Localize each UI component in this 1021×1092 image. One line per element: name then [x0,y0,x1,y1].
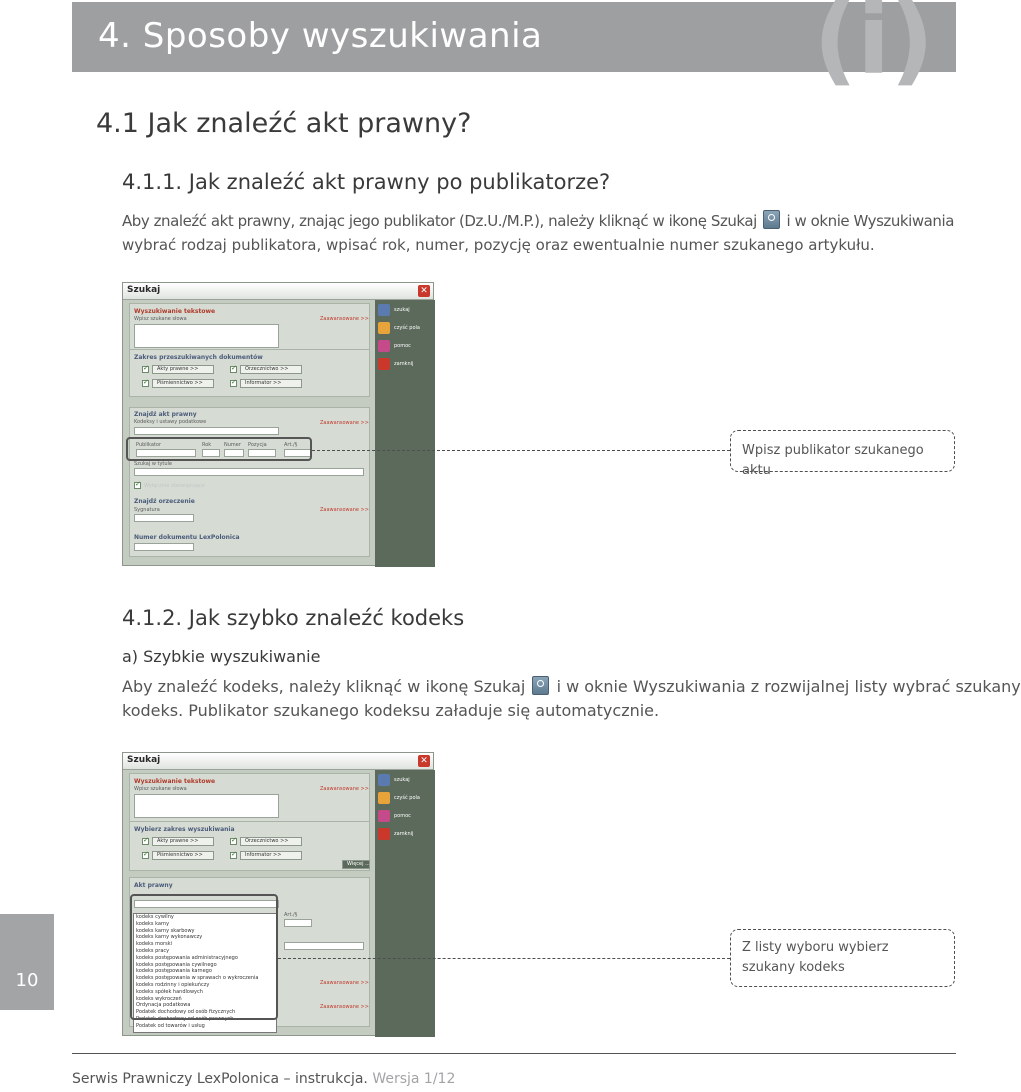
search-words-input[interactable] [134,324,279,348]
search-window-screenshot [122,282,434,566]
column-label: Art./§ [284,442,298,448]
literature-button[interactable]: Piśmiennictwo >> [152,851,214,860]
rulings-button[interactable]: Orzecznictwo >> [240,837,302,846]
footer-divider [72,1053,956,1054]
field-label: Sygnatura [134,507,160,513]
callout-line: Z listy wyboru wybierz [742,940,889,955]
code-option[interactable]: kodeks wykroczeń [136,995,182,1002]
eraser-icon [378,322,390,334]
text-input[interactable] [284,942,364,950]
codes-list-highlight [130,894,278,1020]
code-option[interactable]: kodeks spółek handlowych [136,988,203,995]
subsection-heading-publisher: 4.1.1. Jak znaleźć akt prawny po publikatorze? [122,170,611,194]
info-logo-icon: (i) [813,0,934,96]
footer [72,1071,455,1087]
signature-input[interactable] [134,514,194,522]
column-label: Numer [224,442,241,448]
advanced-link[interactable]: Zaawansowane >> [320,1004,369,1010]
page-number-box [0,914,54,1010]
code-option[interactable]: kodeks karny [136,920,170,927]
callout-connector [278,958,730,959]
informator-button[interactable]: Informator >> [240,851,302,860]
instruction-text: Aby znaleźć kodeks, należy kliknąć w ikonę Szukaj [122,677,526,696]
eraser-icon [378,792,390,804]
close-icon [378,828,390,840]
code-option[interactable]: kodeks morski [136,941,172,948]
checkbox[interactable] [230,380,237,387]
panel-title: Wyszukiwanie tekstowe [134,778,216,785]
scope-panel [129,349,370,397]
code-option[interactable]: kodeks postępowania w sprawach o wykroczenia [136,975,259,982]
close-icon[interactable]: ✕ [418,285,430,297]
window-titlebar [123,283,433,300]
code-option[interactable]: Podatek dochodowy od osób fizycznych [136,1009,236,1016]
search-icon [532,676,549,695]
checkbox[interactable] [142,380,149,387]
code-option[interactable]: kodeks rodzinny i opiekuńczy [136,981,210,988]
code-option[interactable]: kodeks postępowania administracyjnego [136,954,238,961]
code-option[interactable]: kodeks karny skarbowy [136,927,195,934]
code-option[interactable]: kodeks pracy [136,947,170,954]
callout-connector [312,450,730,451]
checkbox[interactable] [230,852,237,859]
acts-button[interactable]: Akty prawne >> [152,365,214,374]
column-label: Publikator [136,442,161,448]
header-bar [72,0,956,96]
codes-select[interactable] [134,427,279,435]
article-input[interactable] [284,919,312,927]
instruction-line: kodeks. Publikator szukanego kodeksu załaduje się automatycznie. [122,701,660,720]
code-option[interactable]: Podatek od towarów i usług [136,1022,205,1029]
side-toolbar [375,300,435,567]
code-option[interactable]: kodeks postępowania cywilnego [136,961,217,968]
close-icon [378,358,390,370]
column-label: Art./§ [284,912,298,918]
page-number: 10 [15,970,39,991]
checkbox[interactable] [230,838,237,845]
column-label: Pozycja [248,442,267,448]
instruction-text: Aby znaleźć akt prawny, znając jego publikator (Dz.U./M.P.), należy kliknąć w ikonę Szukaj [122,212,757,230]
window-title: Szukaj [127,285,161,295]
code-option[interactable]: Ordynacja podatkowa [136,1002,191,1009]
help-icon [378,810,390,822]
informator-button[interactable]: Informator >> [240,379,302,388]
code-option[interactable]: kodeks cywilny [136,914,174,920]
title-input[interactable] [134,468,364,476]
checkbox[interactable] [142,366,149,373]
field-label: Wpisz szukane słowa [134,316,187,322]
field-label: Wpisz szukane słowa [134,786,187,792]
window-title: Szukaj [127,755,161,765]
code-option[interactable]: kodeks karny wykonawczy [136,934,203,941]
advanced-link[interactable]: Zaawansowane >> [320,980,369,986]
panel-title: Akt prawny [134,882,173,889]
in-force-label: Wyłącznie obowiązujące [144,483,205,489]
acts-button[interactable]: Akty prawne >> [152,837,214,846]
search-icon [378,774,390,786]
checkbox[interactable] [230,366,237,373]
checkbox[interactable] [142,838,149,845]
panel-title: Wyszukiwanie tekstowe [134,308,216,315]
panel-title: Zakres przeszukiwanych dokumentów [134,354,263,361]
help-icon [378,340,390,352]
panel-title: Znajdź akt prawny [134,411,197,418]
panel-title: Numer dokumentu LexPolonica [134,534,240,541]
rulings-button[interactable]: Orzecznictwo >> [240,365,302,374]
footer-version: Wersja 1/12 [372,1071,456,1087]
code-option[interactable]: kodeks postępowania karnego [136,968,212,975]
instruction-text: i w oknie Wyszukiwania z rozwijalnej listy wybrać szukany [556,677,1021,696]
checkbox[interactable] [142,852,149,859]
quick-search-heading: a) Szybkie wyszukiwanie [122,647,321,666]
scope-panel [129,821,370,871]
search-icon [763,210,780,229]
advanced-link[interactable]: Zaawansowane >> [320,316,369,322]
callout-codes [730,929,955,987]
find-act-panel [129,407,370,557]
advanced-link[interactable]: Zaawansowane >> [320,420,369,426]
checkbox[interactable] [134,482,141,489]
side-toolbar [375,770,435,1037]
side-clear[interactable]: czyść pola [378,792,428,806]
section-heading: 4.1 Jak znaleźć akt prawny? [96,108,472,139]
window-titlebar [123,753,433,770]
callout-publisher: Wpisz publikator szukanego aktu [730,430,955,472]
literature-button[interactable]: Piśmiennictwo >> [152,379,214,388]
panel-title: Wybierz zakres wyszukiwania [134,826,235,833]
side-clear[interactable]: czyść pola [378,322,428,336]
close-icon[interactable]: ✕ [418,755,430,767]
column-label: Rok [202,442,212,448]
text-search-panel [129,773,370,823]
advanced-link[interactable]: Zaawansowane >> [320,786,369,792]
search-icon [378,304,390,316]
side-search[interactable]: szukaj [378,304,428,318]
advanced-link[interactable]: Zaawansowane >> [320,507,369,513]
side-help[interactable]: pomoc [378,340,428,354]
subsection-heading-codes: 4.1.2. Jak szybko znaleźć kodeks [122,606,465,630]
search-words-input[interactable] [134,794,279,818]
footer-text: Serwis Prawniczy LexPolonica – instrukcja. [72,1071,368,1087]
panel-title: Znajdź orzeczenie [134,498,195,505]
field-label: Szukaj w tytule [134,461,173,467]
code-option[interactable]: Podatek dochodowy od osób prawnych [136,1015,234,1022]
doc-number-input[interactable] [134,543,194,551]
field-label: Kodeksy i ustawy podatkowe [134,419,207,425]
more-button[interactable]: Więcej ... [342,860,370,869]
callout-line: szukany kodeks [742,960,845,975]
text-search-panel [129,303,370,353]
publisher-highlight [126,437,312,461]
instruction-text: i w oknie Wyszukiwania [786,212,954,230]
header-title: 4. Sposoby wyszukiwania [98,16,543,56]
side-search[interactable]: szukaj [378,774,428,788]
side-close[interactable]: zamknij [378,828,428,842]
side-help[interactable]: pomoc [378,810,428,824]
instruction-line: wybrać rodzaj publikatora, wpisać rok, numer, pozycję oraz ewentualnie numer szukanego artykułu. [122,236,875,254]
instruction-line [122,675,1021,699]
instruction-line [122,209,954,233]
side-close[interactable]: zamknij [378,358,428,372]
